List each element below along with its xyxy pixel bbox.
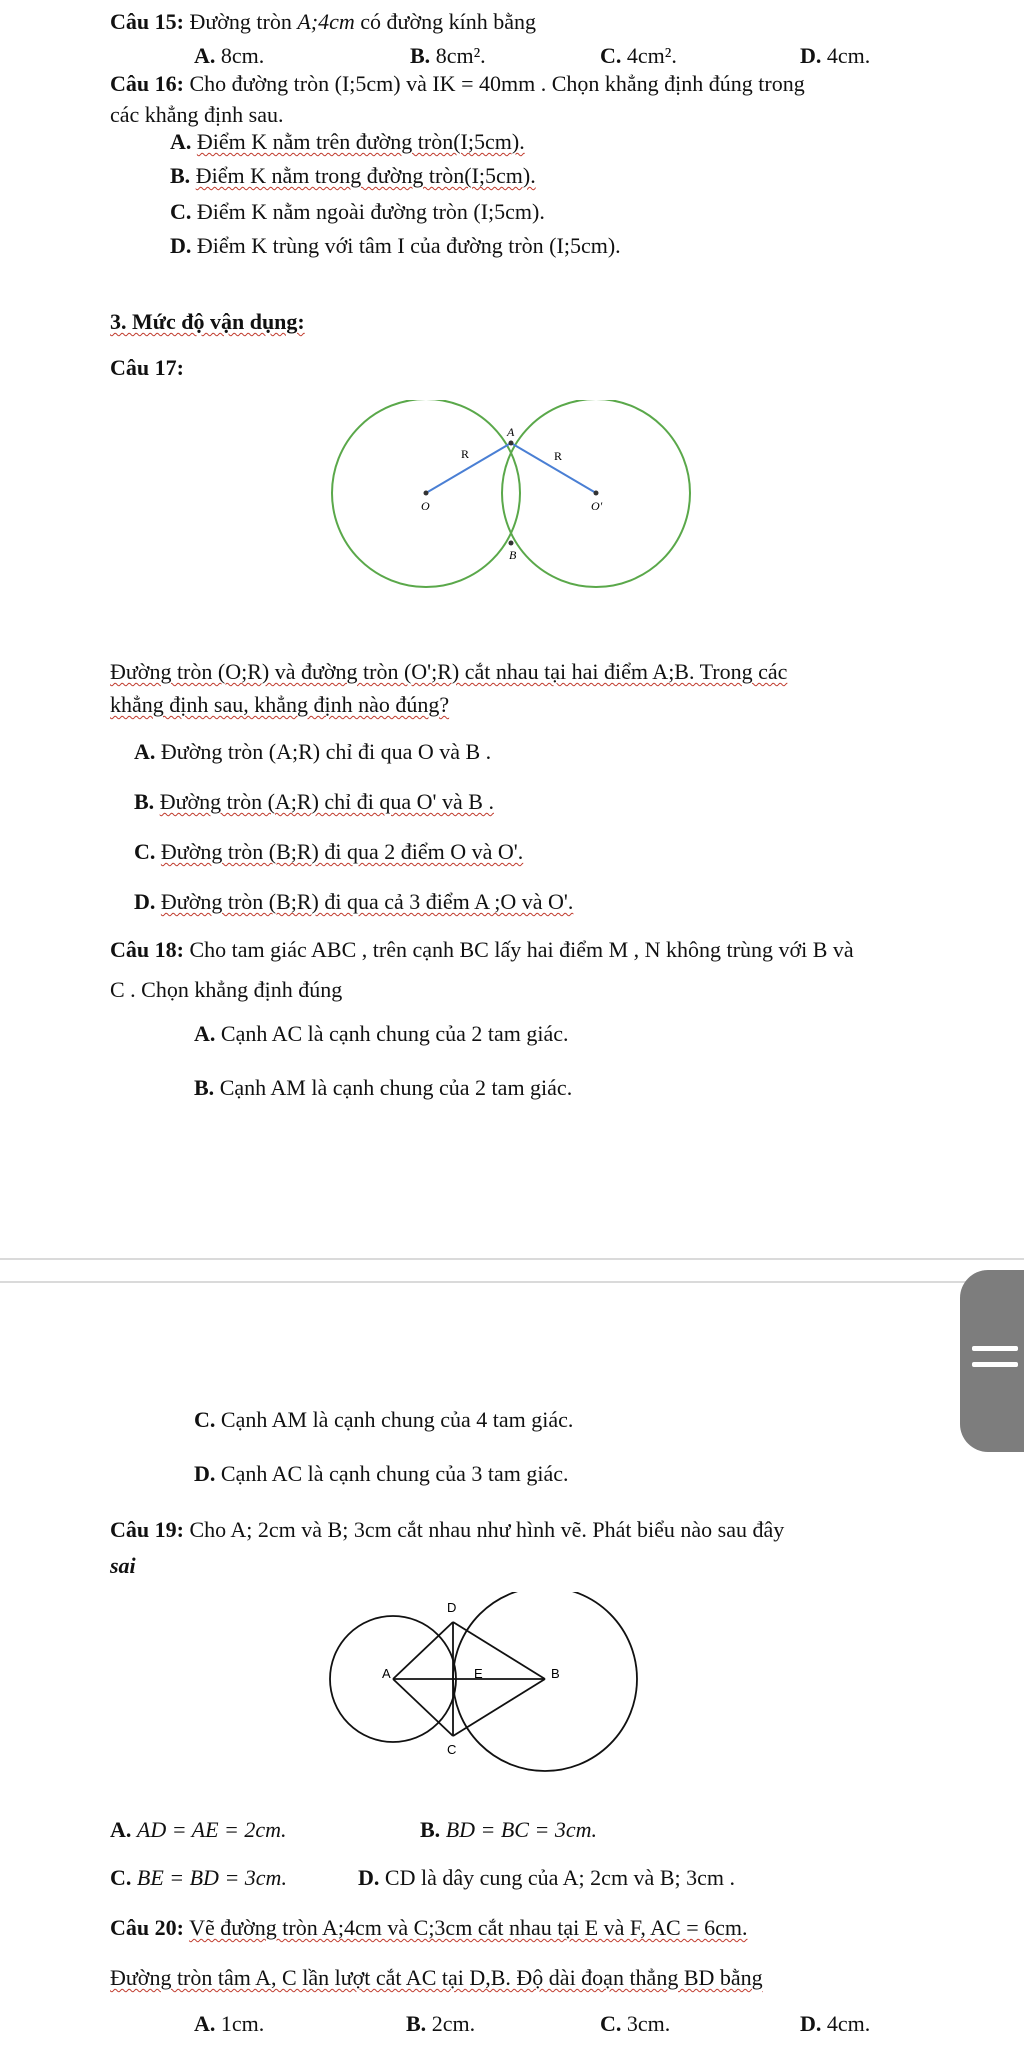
label-r-right: R [554,449,563,463]
q18-stem-line2: C . Chọn khẳng định đúng [110,977,343,1002]
q16-option-b: B. Điểm K nằm trong đường tròn(I;5cm). [170,163,536,188]
q20-option-a: A. 1cm. [194,2011,265,2036]
point-a [509,441,514,446]
q16-option-c: C. Điểm K nằm ngoài đường tròn (I;5cm). [170,199,545,224]
label-a: A [382,1666,391,1681]
segment-bd [453,1622,545,1679]
q18-option-d: D. Cạnh AC là cạnh chung của 3 tam giác. [194,1461,569,1486]
q18-stem: Câu 18: Cho tam giác ABC , trên cạnh BC lấy hai điểm M , N không trùng với B và [110,937,854,962]
label-b: B [551,1666,560,1681]
q16-stem-line2: các khẳng định sau. [110,102,284,127]
label-o: O [421,499,430,513]
q15-option-d: D. 4cm. [800,43,871,68]
q20-option-d: D. 4cm. [800,2011,871,2036]
q16-option-d: D. Điểm K trùng với tâm I của đường tròn (I;5cm). [170,233,621,258]
q19-option-b: B. BD = BC = 3cm. [420,1817,597,1842]
q20-stem-line2: Đường tròn tâm A, C lần lượt cắt AC tại D,B. Độ dài đoạn thẳng BD bằng [110,1965,763,1990]
q15-option-b: B. 8cm². [410,43,486,68]
q19-option-a: A. AD = AE = 2cm. [110,1817,287,1842]
segment-bc [453,1679,545,1736]
label-a: A [507,425,515,439]
q15-option-c: C. 4cm². [600,43,677,68]
q15-option-a: A. 8cm. [194,43,265,68]
q17-option-b: B. Đường tròn (A;R) chỉ đi qua O' và B . [134,789,494,814]
page-divider-2 [0,1281,1024,1283]
circle-b [453,1592,637,1771]
q18-option-b: B. Cạnh AM là cạnh chung của 2 tam giác. [194,1075,573,1100]
q16-stem: Câu 16: Cho đường tròn (I;5cm) và IK = 40mm . Chọn khẳng định đúng trong [110,71,805,96]
q20-option-b: B. 2cm. [406,2011,476,2036]
q15-stem: Câu 15: Đường tròn A;4cm có đường kính bằng [110,9,536,34]
page-divider [0,1258,1024,1260]
point-b [509,541,514,546]
q18-option-c: C. Cạnh AM là cạnh chung của 4 tam giác. [194,1407,574,1432]
q20-option-c: C. 3cm. [600,2011,671,2036]
drag-handle-icon[interactable] [960,1270,1024,1452]
q17-stem: Đường tròn (O;R) và đường tròn (O';R) cắt nhau tại hai điểm A;B. Trong các [110,659,788,684]
q19-stem: Câu 19: Cho A; 2cm và B; 3cm cắt nhau như hình vẽ. Phát biểu nào sau đây [110,1517,785,1542]
segment-ad [393,1622,453,1679]
q16-option-a: A. Điểm K nằm trên đường tròn(I;5cm). [170,129,525,154]
q17-figure [330,400,700,600]
label-d: D [447,1600,457,1615]
label-o-prime: O' [591,499,603,513]
q19-option-d: D. CD là dây cung của A; 2cm và B; 3cm . [358,1865,735,1890]
label-e: E [474,1666,483,1681]
label-r-left: R [461,447,470,461]
q17-option-a: A. Đường tròn (A;R) chỉ đi qua O và B . [134,739,492,764]
q17-option-d: D. Đường tròn (B;R) đi qua cả 3 điểm A ;O và O'. [134,889,574,914]
q18-option-a: A. Cạnh AC là cạnh chung của 2 tam giác. [194,1021,569,1046]
q19-option-c: C. BE = BD = 3cm. [110,1865,287,1890]
label-c: C [447,1742,457,1757]
q17-title: Câu 17: [110,355,184,380]
section-heading: 3. Mức độ vận dụng: [110,309,305,334]
q19-stem-line2: sai [110,1553,136,1578]
q20-stem: Câu 20: Vẽ đường tròn A;4cm và C;3cm cắt nhau tại E và F, AC = 6cm. [110,1915,748,1940]
q17-stem-line2: khẳng định sau, khẳng định nào đúng? [110,692,450,717]
segment-ac [393,1679,453,1736]
q17-option-c: C. Đường tròn (B;R) đi qua 2 điểm O và O'. [134,839,524,864]
q19-figure [320,1592,650,1782]
point-o [424,491,429,496]
label-b: B [509,548,517,562]
point-o-prime [594,491,599,496]
